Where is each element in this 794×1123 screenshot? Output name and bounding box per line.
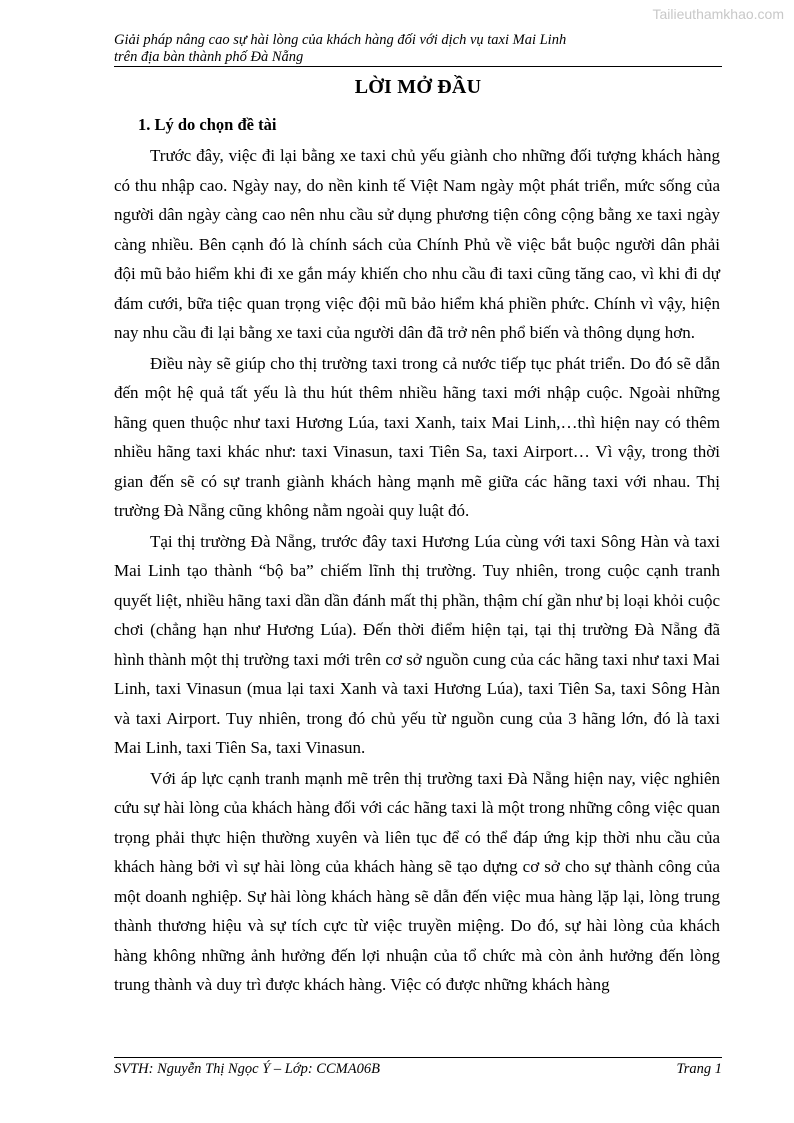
header-divider xyxy=(114,66,722,67)
header-line-2: trên địa bàn thành phố Đà Nẵng xyxy=(114,49,304,65)
paragraph: Tại thị trường Đà Nẵng, trước đây taxi Hương Lúa cùng với taxi Sông Hàn và taxi Mai Linh tạo thành “bộ ba” chiếm lĩnh thị trường. Tuy nhiên, trong cuộc cạnh tranh quyết liệt, nhiều hãng taxi dần dần đánh mất thị phần, thậm chí gần như bị loại khỏi cuộc chơi (chẳng hạn như Hương Lúa). Đến thời điểm hiện tại, tại thị trường Đà Nẵng đã hình thành một thị trường taxi mới trên cơ sở nguồn cung của các hãng taxi như taxi Mai Linh, taxi Vinasun (mua lại taxi Xanh và taxi Hương Lúa), taxi Tiên Sa, taxi Sông Hàn và taxi Airport. Tuy nhiên, trong đó chủ yếu từ nguồn cung của 3 hãng lớn, đó là taxi Mai Linh, taxi Tiên Sa, taxi Vinasun. xyxy=(114,531,720,757)
body-text xyxy=(114,141,720,1001)
paragraph: Trước đây, việc đi lại bằng xe taxi chủ yếu giành cho những đối tượng khách hàng có thu nhập cao. Ngày nay, do nền kinh tế Việt Nam ngày một phát triển, mức sống của người dân ngày càng cao nên nhu cầu sử dụng phương tiện công cộng bằng xe taxi ngày càng nhiều. Bên cạnh đó là chính sách của Chính Phủ về việc bắt buộc người dân phải đội mũ bảo hiểm khi đi xe gắn máy khiến cho nhu cầu đi taxi cũng tăng cao, vì khi đi dự đám cưới, bữa tiệc quan trọng việc đội mũ bảo hiểm khá phiền phức. Chính vì vậy, hiện nay nhu cầu đi lại bằng xe taxi của người dân đã trở nên phổ biến và thông dụng hơn. xyxy=(114,146,720,342)
paragraph: Với áp lực cạnh tranh mạnh mẽ trên thị trường taxi Đà Nẵng hiện nay, việc nghiên cứu sự hài lòng của khách hàng đối với các hãng taxi là một trong những công việc quan trọng phải thực hiện thường xuyên và liên tục để có thể đáp ứng kịp thời nhu cầu của khách hàng bởi vì sự hài lòng của khách hàng sẽ tạo dựng cơ sở cho sự thành công của một doanh nghiệp. Sự hài lòng khách hàng sẽ dẫn đến việc mua hàng lặp lại, lòng trung thành thương hiệu và sự tích cực từ việc truyền miệng. Do đó, sự hài lòng của khách hàng không những ảnh hưởng đến lợi nhuận của tổ chức mà còn ảnh hưởng đến lòng trung thành và duy trì được khách hàng. Việc có được những khách hàng xyxy=(114,768,720,994)
running-footer xyxy=(114,1061,722,1078)
page-title: LỜI MỞ ĐẦU xyxy=(354,76,482,98)
section-heading: 1. Lý do chọn đề tài xyxy=(138,115,277,134)
header-line-1: Giải pháp nâng cao sự hài lòng của khách hàng đối với dịch vụ taxi Mai Linh xyxy=(114,32,567,48)
paragraph: Điều này sẽ giúp cho thị trường taxi trong cả nước tiếp tục phát triển. Do đó sẽ dẫn đến một hệ quả tất yếu là thu hút thêm nhiều hãng taxi mới nhập cuộc. Ngoài những hãng quen thuộc như taxi Hương Lúa, taxi Xanh, taix Mai Linh,…thì hiện nay có thêm nhiều hãng taxi khác như: taxi Vinasun, taxi Tiên Sa, taxi Airport… Vì vậy, trong thời gian đến sẽ có sự tranh giành khách hàng mạnh mẽ giữa các hãng taxi với nhau. Thị trường Đà Nẵng cũng không nằm ngoài quy luật đó. xyxy=(114,353,720,520)
page-number: Trang 1 xyxy=(676,1061,722,1077)
footer-divider xyxy=(114,1057,722,1058)
watermark: Tailieuthamkhao.com xyxy=(652,6,784,22)
running-header xyxy=(114,32,722,66)
footer-author: SVTH: Nguyễn Thị Ngọc Ý – Lớp: CCMA06B xyxy=(114,1061,380,1077)
